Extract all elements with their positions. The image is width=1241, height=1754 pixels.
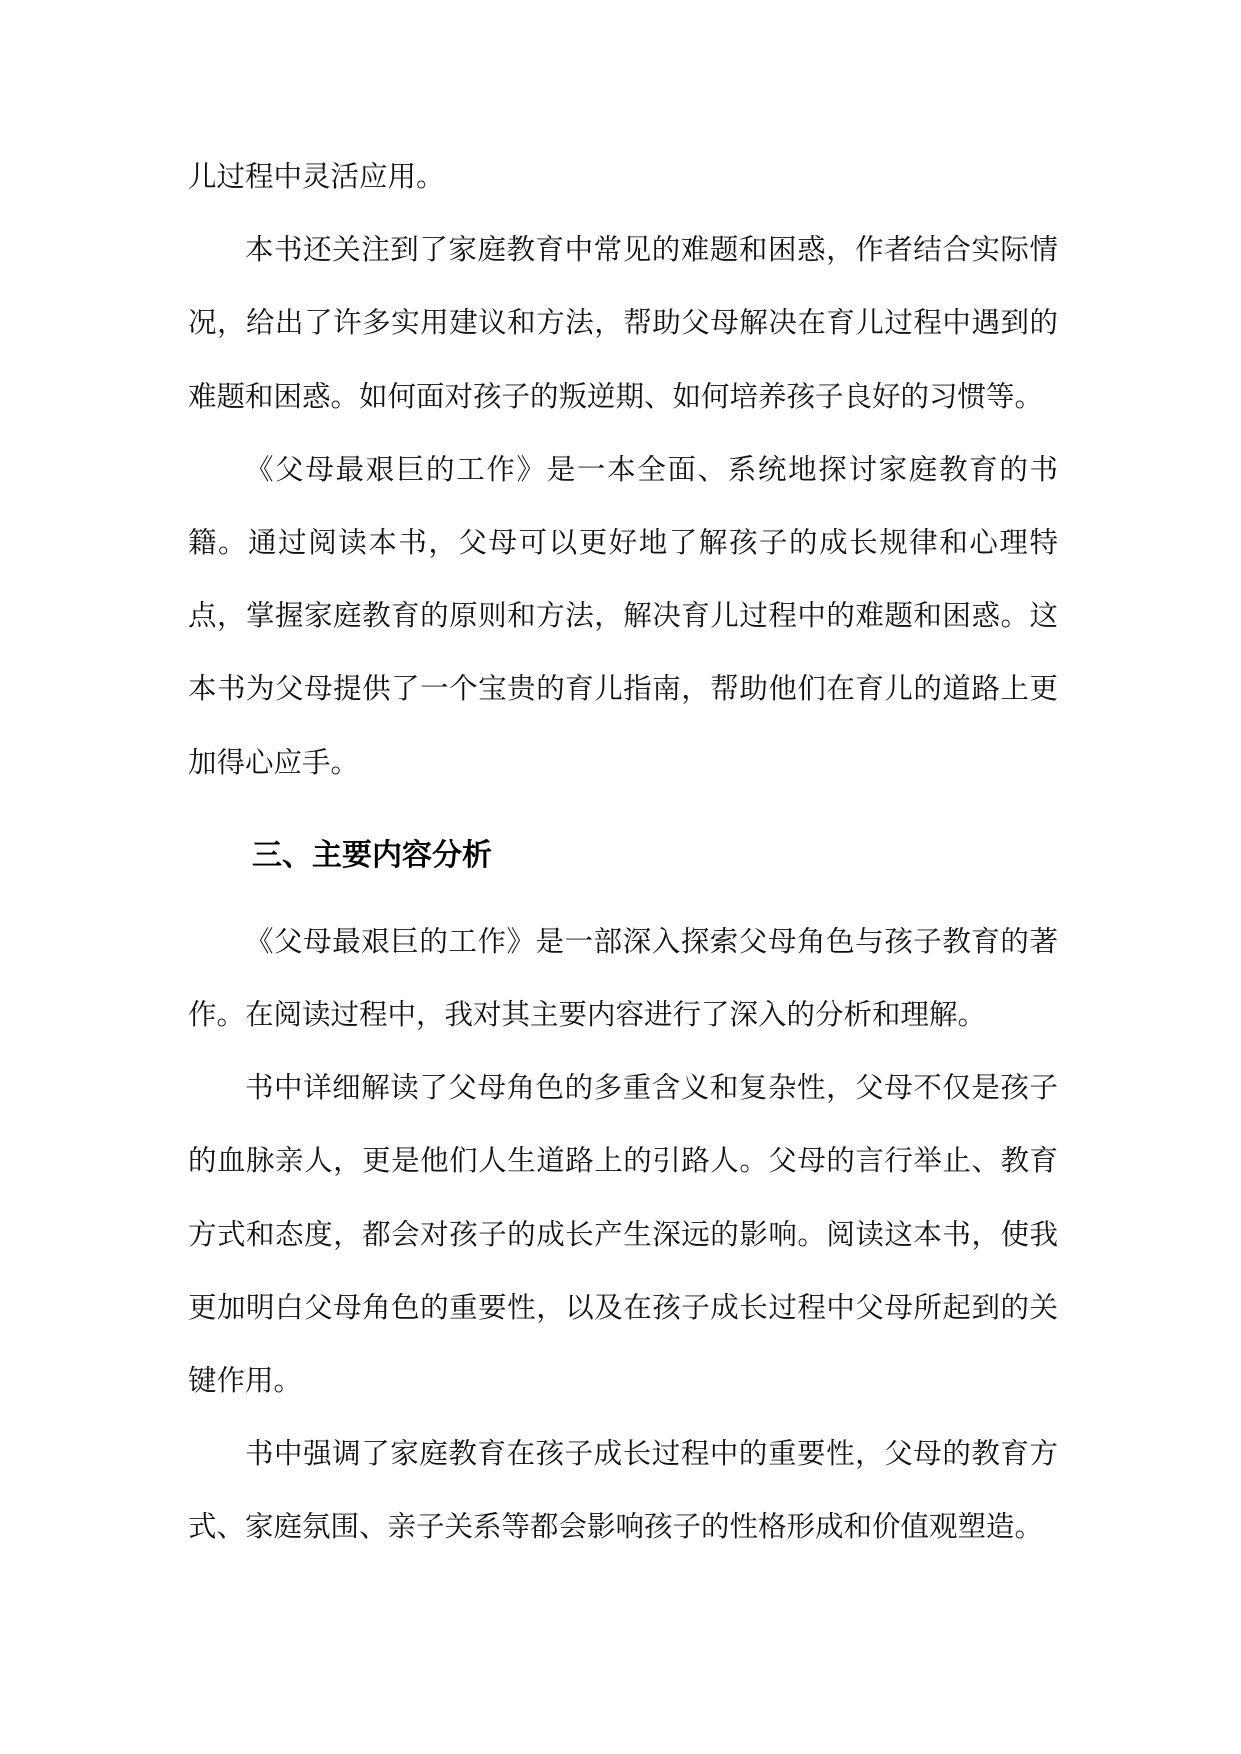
- paragraph: 《父母最艰巨的工作》是一本全面、系统地探讨家庭教育的书籍。通过阅读本书，父母可以更好地了解孩子的成长规律和心理特点，掌握家庭教育的原则和方法，解决育儿过程中的难题和困惑。这本书为父母提供了一个宝贵的育儿指南，帮助他们在育儿的道路上更加得心应手。: [188, 452, 1058, 779]
- section-heading: 三、主要内容分析: [252, 837, 492, 873]
- paragraph: 书中强调了家庭教育在孩子成长过程中的重要性，父母的教育方式、家庭氛围、亲子关系等都会影响孩子的性格形成和价值观塑造。: [188, 1437, 1058, 1544]
- paragraph-continuation: 儿过程中灵活应用。: [188, 160, 445, 193]
- document-body: [188, 140, 1058, 1564]
- paragraph: 本书还关注到了家庭教育中常见的难题和困惑，作者结合实际情况，给出了许多实用建议和方法，帮助父母解决在育儿过程中遇到的难题和困惑。如何面对孩子的叛逆期、如何培养孩子良好的习惯等。: [188, 233, 1058, 413]
- paragraph: 《父母最艰巨的工作》是一部深入探索父母角色与孩子教育的著作。在阅读过程中，我对其主要内容进行了深入的分析和理解。: [188, 924, 1058, 1032]
- paragraph: 书中详细解读了父母角色的多重含义和复杂性，父母不仅是孩子的血脉亲人，更是他们人生道路上的引路人。父母的言行举止、教育方式和态度，都会对孩子的成长产生深远的影响。阅读这本书，使我更加明白父母角色的重要性，以及在孩子成长过程中父母所起到的关键作用。: [188, 1071, 1058, 1398]
